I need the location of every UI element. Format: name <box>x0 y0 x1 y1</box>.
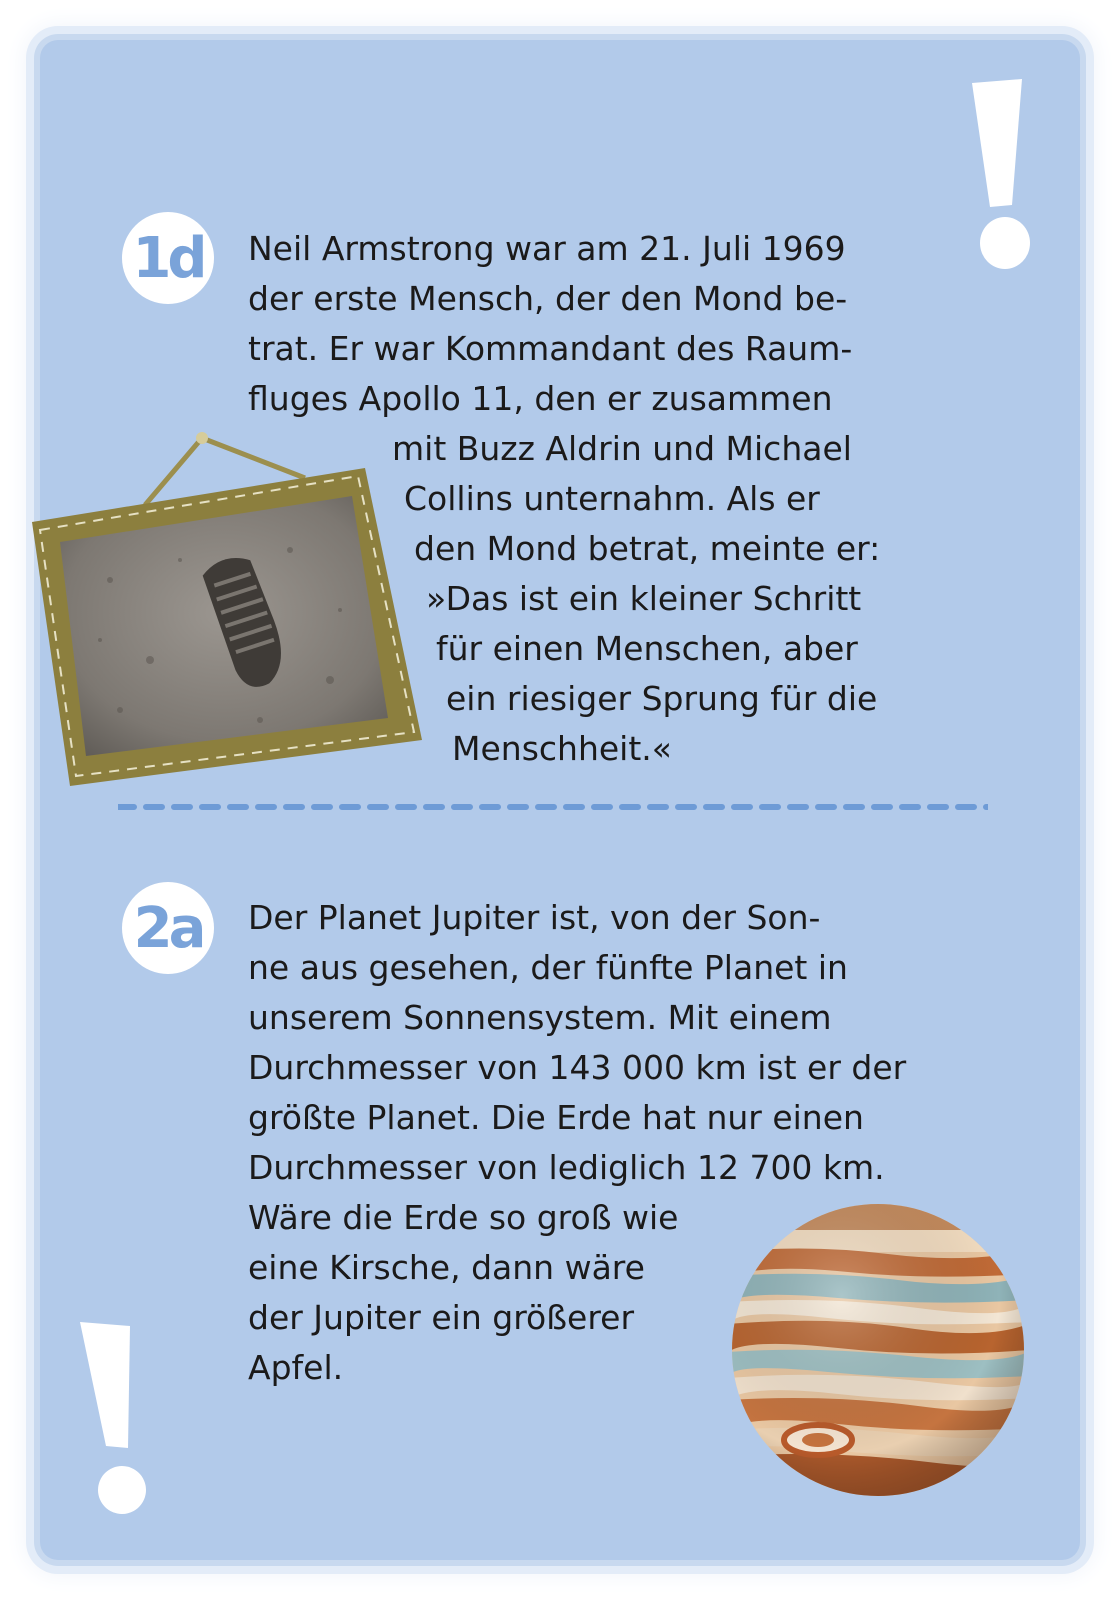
text-line: Neil Armstrong war am 21. Juli 1969 <box>248 229 846 268</box>
text-line: fluges Apollo 11, den er zusammen <box>248 379 833 418</box>
text-line: ne aus gesehen, der fünfte Planet in <box>248 948 848 987</box>
text-line: den Mond betrat, meinte er: <box>414 529 881 568</box>
text-line: Collins unternahm. Als er <box>404 479 820 518</box>
footprint-photo <box>30 430 430 800</box>
text-line: unserem Sonnensystem. Mit einem <box>248 998 832 1037</box>
text-line: Durchmesser von 143 000 km ist er der <box>248 1048 907 1087</box>
text-line: ein riesiger Sprung für die <box>446 679 878 718</box>
section-divider <box>118 803 988 811</box>
exclamation-icon-bottom <box>72 1318 162 1518</box>
text-line: Menschheit.« <box>452 729 672 768</box>
badge-1d: 1d <box>122 212 214 304</box>
text-line: Durchmesser von lediglich 12 700 km. <box>248 1148 885 1187</box>
badge-2a: 2a <box>122 882 214 974</box>
text-line: größte Planet. Die Erde hat nur einen <box>248 1098 864 1137</box>
text-line: Wäre die Erde so groß wie <box>248 1198 679 1237</box>
text-line: »Das ist ein kleiner Schritt <box>426 579 862 618</box>
text-line: der erste Mensch, der den Mond be- <box>248 279 848 318</box>
text-line: der Jupiter ein größerer <box>248 1298 635 1337</box>
text-line: Der Planet Jupiter ist, von der Son- <box>248 898 821 937</box>
text-line: eine Kirsche, dann wäre <box>248 1248 645 1287</box>
text-line: mit Buzz Aldrin und Michael <box>392 429 852 468</box>
text-line: Apfel. <box>248 1348 344 1387</box>
text-line: trat. Er war Kommandant des Raum- <box>248 329 853 368</box>
text-line: für einen Menschen, aber <box>436 629 858 668</box>
jupiter-illustration <box>728 1200 1028 1500</box>
exclamation-icon-top <box>960 75 1050 275</box>
